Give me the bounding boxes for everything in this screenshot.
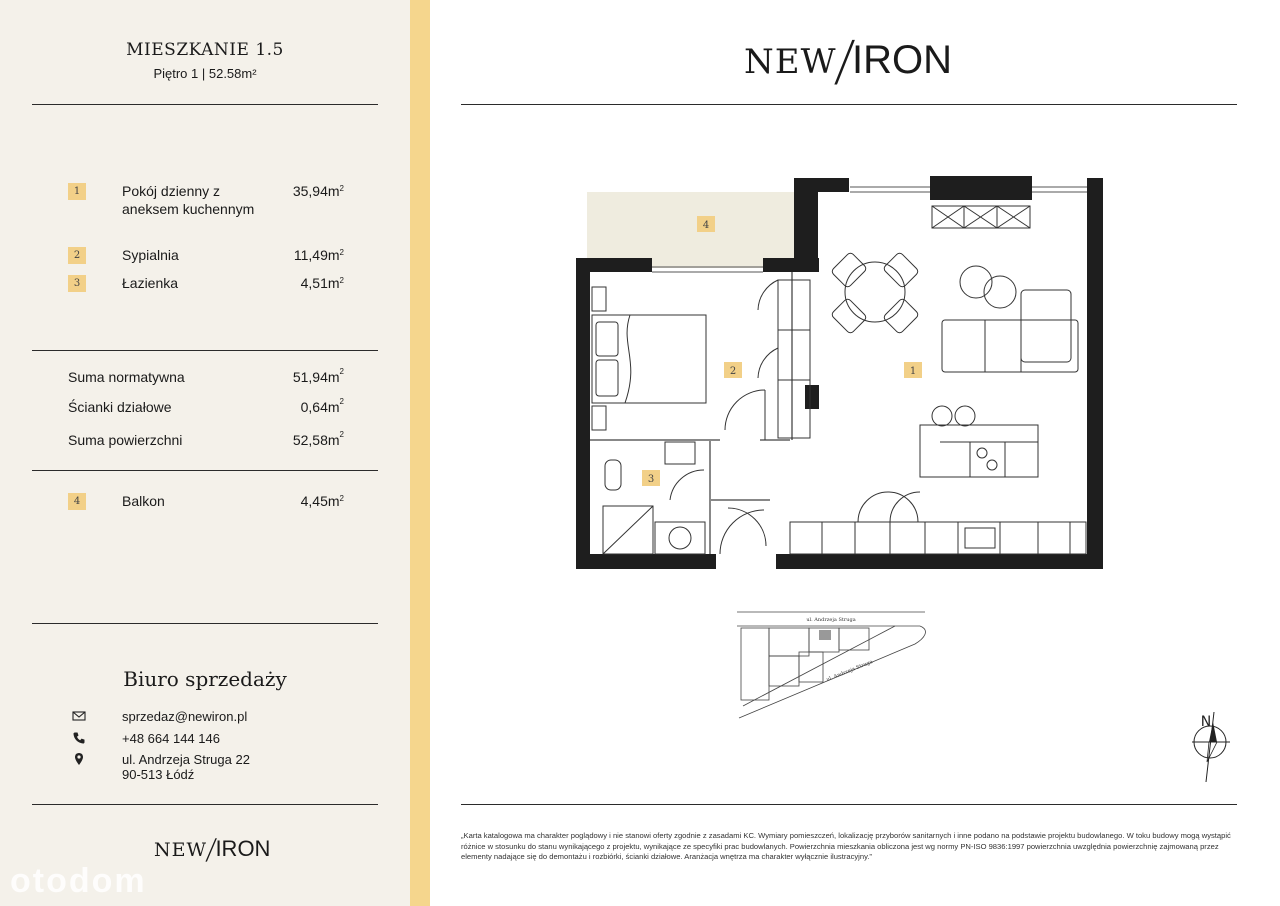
room-badge: 4 [68, 493, 86, 510]
plan-label-2: 2 [729, 366, 737, 377]
room-badge: 1 [68, 183, 86, 200]
brand-logo-small [154, 833, 271, 867]
phone-icon [72, 731, 86, 745]
apartment-title: MIESZKANIE 1.5 [126, 40, 284, 60]
divider [461, 104, 1237, 105]
room-badge: 3 [68, 275, 86, 292]
logo-iron: IRON [215, 836, 271, 861]
email-text: sprzedaz@newiron.pl [122, 709, 248, 724]
balcony-row [68, 492, 358, 512]
divider [32, 350, 378, 351]
disclaimer-text: „Karta katalogowa ma charakter poglądowy i nie stanowi oferty zgodnie z zasadami KC. Wymiary pomieszczeń, lokalizację przyborów sanitarnych i inne podano na podstawie projektu budowlanego. W toku budowy mogą wystąpić różnice w stosunku do stanu wynikającego z projektu, wynikające ze specyfiki prac budowlanych. Powierzchnia mieszkania obliczona jest wg normy PN-ISO 9836:1997 powierzchnia uwzględnia powierzchnię zajmowaną przez elementy nadające się do demontażu i rozbiórki, ścianki działowe. Aranżacja wnętrza ma charakter wyłącznie ilustracyjny.” [461, 831, 1231, 861]
plan-label-3: 3 [647, 474, 655, 485]
sum-value: $51,94m^2$ [292, 367, 344, 385]
sales-office-title: Biuro sprzedaży [123, 667, 287, 691]
sum-label: Suma normatywna [68, 369, 185, 385]
room-row-1 [68, 182, 358, 238]
balcony-area [587, 192, 795, 268]
north-arrow-icon [1184, 708, 1238, 784]
logo-new: NEW [154, 839, 208, 861]
north-label: N [1200, 714, 1212, 730]
building-highlight [819, 630, 831, 640]
location-pin-icon [72, 752, 86, 766]
room-area: $11,49m^2$ [293, 247, 344, 263]
site-map [735, 610, 927, 720]
room-name: Balkon [122, 493, 165, 509]
plan-label-1: 1 [909, 366, 917, 377]
address-line-1: ul. Andrzeja Struga 22 [122, 752, 250, 767]
divider [32, 470, 378, 471]
phone-text: +48 664 144 146 [122, 731, 220, 746]
divider [461, 804, 1237, 805]
sum-value: $0,64m^2$ [300, 397, 344, 415]
logo-new: NEW [744, 42, 837, 82]
room-name: Łazienka [122, 275, 179, 291]
divider [32, 804, 378, 805]
street-label-top: ul. Andrzeja Struga [806, 617, 856, 623]
sum-value: $52,58m^2$ [292, 430, 344, 448]
sum-label: Ścianki działowe [68, 399, 172, 415]
sum-row [68, 432, 358, 452]
info-panel [0, 0, 410, 906]
room-row-2 [68, 246, 358, 266]
floor-plan [560, 170, 1120, 580]
envelope-icon [72, 709, 86, 723]
sum-row [68, 369, 358, 389]
room-name: Sypialnia [122, 247, 179, 263]
room-badge: 2 [68, 247, 86, 264]
room-area: $4,45m^2$ [300, 493, 344, 509]
divider [32, 623, 378, 624]
room-row-3 [68, 274, 358, 294]
logo-slash: / [832, 30, 857, 94]
logo-slash: / [204, 833, 219, 867]
otodom-watermark: otodom [10, 862, 147, 900]
address-line-2: 90-513 Łódź [122, 767, 195, 782]
room-area: $4,51m^2$ [300, 275, 344, 291]
street-label-diagonal: ul. Andrzeja Struga [825, 659, 874, 684]
plan-label-4: 4 [702, 220, 710, 231]
room-area: $35,94m^2$ [292, 183, 344, 199]
divider [32, 104, 378, 105]
apartment-subtitle: Piętro 1 | 52.58m² [153, 66, 257, 81]
sum-row [68, 399, 358, 419]
brand-logo [744, 30, 952, 94]
sum-label: Suma powierzchni [68, 432, 183, 448]
logo-iron: IRON [851, 38, 952, 82]
room-name: Pokój dzienny z aneksem kuchennym [122, 183, 255, 217]
accent-stripe [410, 0, 430, 906]
